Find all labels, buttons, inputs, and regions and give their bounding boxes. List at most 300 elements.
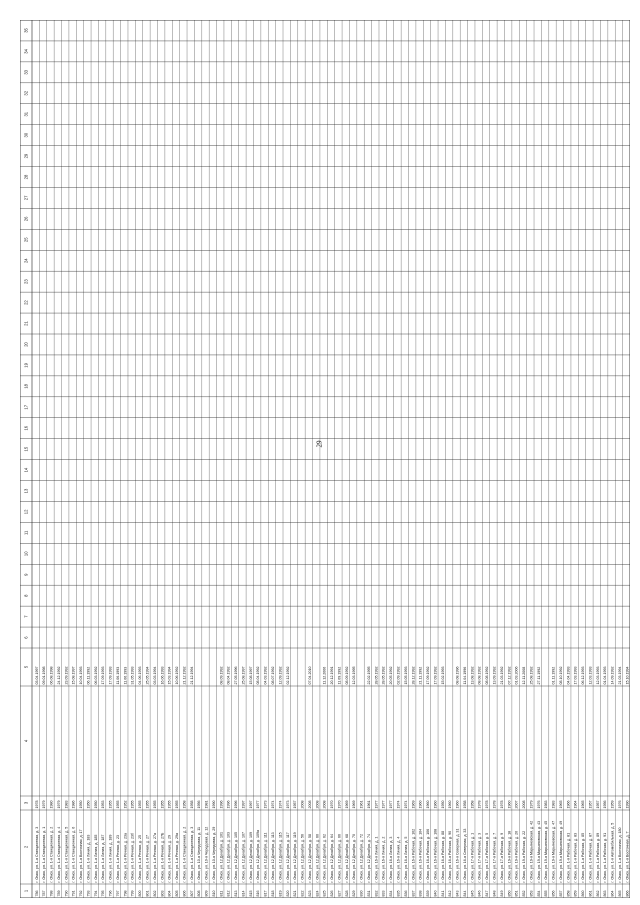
column-header: 3 bbox=[23, 801, 29, 805]
column-header: 22 bbox=[23, 300, 29, 305]
row-address: г. Омск, ул. 1-я Рабочая, д. 87 bbox=[588, 832, 593, 883]
row-address: г. Омск, ул. 1-я Рабочая, д. 81 bbox=[566, 832, 571, 883]
row-date: 04.04.1993 bbox=[566, 666, 571, 685]
row-date: 01.03.2006 bbox=[514, 666, 519, 685]
row-year: 1956 bbox=[197, 800, 202, 809]
row-date: 11.06.1993 bbox=[115, 666, 120, 685]
row-address: г. Омск, ул. 19-я Рабочая, д. 20 bbox=[514, 830, 519, 883]
row-date: 14.09.1992 bbox=[610, 666, 615, 685]
row-address: г. Омск, ул. 1-я Станционная, д. 5 bbox=[64, 826, 69, 883]
row-number: 836 bbox=[403, 890, 408, 897]
row-number: 859 bbox=[573, 890, 578, 897]
row-number: 865 bbox=[617, 890, 622, 897]
row-number: 818 bbox=[271, 890, 276, 897]
rotated-data-table bbox=[20, 20, 630, 898]
row-year: 1977 bbox=[374, 800, 379, 809]
row-number: 856 bbox=[551, 890, 556, 897]
row-number: 812 bbox=[226, 890, 231, 897]
row-date: 03.04.1997 bbox=[34, 666, 39, 685]
table-border bbox=[20, 20, 630, 898]
row-date: 15.03.1994 bbox=[167, 666, 172, 685]
row-number: 799 bbox=[130, 890, 135, 897]
row-number: 829 bbox=[352, 890, 357, 897]
row-number: 795 bbox=[101, 890, 106, 897]
row-address: г. Омск, ул. 12 Декабря, д. 117 bbox=[285, 832, 290, 883]
column-header: 10 bbox=[23, 551, 29, 557]
row-number: 866 bbox=[625, 890, 630, 897]
row-number: 830 bbox=[359, 890, 364, 897]
row-year: 1953 bbox=[101, 800, 106, 809]
row-number: 823 bbox=[307, 890, 312, 897]
row-date: 21.11.1992 bbox=[418, 666, 423, 685]
row-date: 12.11.2008 bbox=[522, 666, 527, 685]
row-address: г. Омск, ул. 16-я Рабочая, д. 88 bbox=[440, 830, 445, 883]
column-header: 24 bbox=[23, 258, 29, 264]
row-address: г. Омск, ул. 19-я Марьяновская, д. 43 bbox=[536, 820, 541, 883]
row-address: г. Омск, ул. 12 Декабря, д. 62 bbox=[322, 834, 327, 883]
column-header: 28 bbox=[23, 174, 29, 180]
row-year: 1977 bbox=[389, 800, 394, 809]
row-year: 1960 bbox=[455, 800, 460, 809]
row-date: 08.08.1996 bbox=[455, 666, 460, 685]
row-year: 1977 bbox=[381, 800, 386, 809]
column-header: 4 bbox=[23, 739, 29, 743]
row-address: г. Омск, ул. 1-я Речная, д. 29а bbox=[175, 833, 180, 883]
row-year: 1960 bbox=[426, 800, 431, 809]
column-header: 2 bbox=[23, 845, 29, 849]
column-header: 31 bbox=[23, 111, 29, 117]
row-date: 08.08.1992 bbox=[485, 666, 490, 685]
column-header: 14 bbox=[23, 467, 29, 473]
column-header: 21 bbox=[23, 321, 29, 326]
row-date: 21.12.1992 bbox=[182, 666, 187, 685]
row-year: 1983 bbox=[64, 800, 69, 809]
row-address: г. Омск, ул. 16-я Линия, д. 3 bbox=[389, 836, 394, 883]
row-number: 798 bbox=[123, 890, 128, 897]
column-header: 17 bbox=[23, 404, 29, 410]
row-year: 1961 bbox=[366, 800, 371, 809]
row-number: 834 bbox=[389, 890, 394, 897]
row-number: 842 bbox=[448, 890, 453, 897]
row-number: 850 bbox=[507, 890, 512, 897]
row-number: 813 bbox=[234, 890, 239, 897]
row-date: 02.12.1992 bbox=[285, 666, 290, 685]
row-year: 1973 bbox=[285, 800, 290, 809]
row-year: 1960 bbox=[433, 800, 438, 809]
row-number: 820 bbox=[285, 890, 290, 897]
row-number: 841 bbox=[440, 890, 445, 897]
row-address: г. Омск, ул. 17-я Рабочая, д. 7 bbox=[492, 832, 497, 883]
row-number: 860 bbox=[581, 890, 586, 897]
row-year: 1950 bbox=[440, 800, 445, 809]
row-address: г. Омск, ул. 1-я Восточная, д. 17 bbox=[79, 829, 84, 883]
column-header: 34 bbox=[23, 49, 29, 54]
row-number: 800 bbox=[138, 890, 143, 897]
row-date: 17.09.1993 bbox=[108, 666, 113, 685]
row-date: 08.04.1992 bbox=[256, 666, 261, 685]
row-number: 816 bbox=[256, 890, 261, 897]
row-number: 828 bbox=[344, 890, 349, 897]
row-number: 822 bbox=[300, 890, 305, 897]
column-header: 32 bbox=[23, 90, 29, 96]
row-address: г. Омск, ул. 1-я Рабочая, д. 89 bbox=[595, 832, 600, 883]
column-header: 25 bbox=[23, 237, 29, 243]
row-number: 839 bbox=[426, 890, 431, 897]
row-number: 797 bbox=[115, 890, 120, 897]
row-number: 849 bbox=[499, 890, 504, 897]
row-year: 1957 bbox=[293, 800, 298, 809]
row-address: г. Омск, ул. 12 Декабря, д. 107 bbox=[241, 832, 246, 883]
row-number: 824 bbox=[315, 890, 320, 897]
row-number: 821 bbox=[293, 890, 298, 897]
row-address: г. Омск, ул. 12 Декабря, д. 66 bbox=[337, 834, 342, 883]
column-header: 29 bbox=[23, 153, 29, 159]
row-year: 1997 bbox=[241, 800, 246, 809]
row-address: г. Омск, ул. 16-я Рабочая, д. 104 bbox=[418, 828, 423, 883]
row-date: 21.03.1994 bbox=[617, 666, 622, 685]
row-number: 792 bbox=[79, 890, 84, 897]
row-year: 1958 bbox=[189, 800, 194, 809]
row-address: г. Омск, ул. 1-я Станционная, д. 2 bbox=[182, 826, 187, 883]
row-address: г. Омск, ул. 17-я Рабочая, д. 5 bbox=[485, 832, 490, 883]
row-address: г. Омск, ул. 1-я Линия, д. 189 bbox=[108, 834, 113, 883]
column-header: 23 bbox=[23, 279, 29, 285]
column-header: 7 bbox=[23, 615, 29, 618]
row-number: 843 bbox=[455, 890, 460, 897]
row-year: 2008 bbox=[315, 800, 320, 809]
row-number: 831 bbox=[366, 890, 371, 897]
column-header: 16 bbox=[23, 425, 29, 431]
row-year: 1952 bbox=[123, 800, 128, 809]
row-year: 1974 bbox=[278, 800, 283, 809]
row-year: 1955 bbox=[108, 800, 113, 809]
row-year: 1970 bbox=[337, 800, 342, 809]
row-address: г. Омск, ул. 1-я Речная, д. 27а bbox=[152, 833, 157, 883]
row-number: 838 bbox=[418, 890, 423, 897]
row-address: г. Омск, ул. 19-я Рабочая, д. 22 bbox=[522, 830, 527, 883]
row-address: г. Омск, ул. 12 Декабря, д. 56 bbox=[300, 834, 305, 883]
row-number: 794 bbox=[93, 890, 98, 897]
row-address: г. Омск, ул. 1-я Автомобильная, д. 5 bbox=[610, 822, 615, 883]
row-year: 1955 bbox=[138, 800, 143, 809]
row-year: 1996 bbox=[226, 800, 231, 809]
row-number: 791 bbox=[71, 890, 76, 897]
row-year: 1978 bbox=[477, 800, 482, 809]
row-address: г. Омск, ул. 12 Декабря, д. 58 bbox=[307, 834, 312, 883]
row-address: г. Омск, ул. 12 Декабря, д. 113 bbox=[271, 832, 276, 883]
row-date: 11.09.1992 bbox=[337, 666, 342, 685]
row-date: 02.09.1992 bbox=[396, 666, 401, 685]
row-date: 09.01.1998 bbox=[42, 666, 47, 685]
row-address: г. Омск, ул. 12 Декабря, д. 70 bbox=[352, 834, 357, 883]
row-number: 808 bbox=[197, 890, 202, 897]
row-year: 1974 bbox=[271, 800, 276, 809]
row-year: 1950 bbox=[86, 800, 91, 809]
row-year: 1956 bbox=[603, 800, 608, 809]
page-number: 29 bbox=[315, 440, 324, 448]
row-date: 28.05.1992 bbox=[374, 666, 379, 685]
row-number: 835 bbox=[396, 890, 401, 897]
row-number: 846 bbox=[477, 890, 482, 897]
row-year: 1981 bbox=[204, 800, 209, 809]
row-number: 855 bbox=[544, 890, 549, 897]
row-address: г. Омск, ул. 16-я Линия, д. 5 bbox=[403, 836, 408, 883]
row-date: 31.05.1993 bbox=[130, 666, 135, 685]
row-address: г. Омск, ул. 1-я Речная, д. 23б bbox=[130, 832, 135, 883]
row-date: 08.09.1992 bbox=[219, 666, 224, 685]
row-number: 801 bbox=[145, 890, 150, 897]
column-header: 12 bbox=[23, 509, 29, 515]
row-number: 845 bbox=[470, 890, 475, 897]
row-address: г. Омск, ул. 1-я Рабочая, д. 91 bbox=[603, 832, 608, 883]
row-year: 1986 bbox=[71, 800, 76, 809]
row-date: 07.12.1992 bbox=[507, 666, 512, 685]
row-year: 1955 bbox=[130, 800, 135, 809]
row-year: 2008 bbox=[522, 800, 527, 809]
row-year: 1974 bbox=[403, 800, 408, 809]
row-date: 28.05.1992 bbox=[381, 666, 386, 685]
row-date: 11.04.1996 bbox=[462, 666, 467, 685]
row-date: 15.08.1997 bbox=[248, 666, 253, 685]
row-number: 826 bbox=[330, 890, 335, 897]
row-address: г. Омск, ул. 12 Декабря, д. 72 bbox=[359, 834, 364, 883]
row-year: 1990 bbox=[625, 800, 630, 809]
row-number: 840 bbox=[433, 890, 438, 897]
row-address: г. Омск, ул. 1-я Рабочая, д. 83 bbox=[573, 832, 578, 883]
row-year: 1997 bbox=[248, 800, 253, 809]
row-year: 1955 bbox=[152, 800, 157, 809]
row-number: 844 bbox=[462, 890, 467, 897]
row-date: 10.06.1992 bbox=[175, 666, 180, 685]
row-year: 1969 bbox=[352, 800, 357, 809]
row-date: 17.03.1993 bbox=[573, 666, 578, 685]
row-address: г. Омск, ул. 16-я Рабочая, д. 90 bbox=[448, 830, 453, 883]
row-year: 1976 bbox=[617, 800, 622, 809]
row-year: 1979 bbox=[529, 800, 534, 809]
row-date: 06.03.1992 bbox=[93, 666, 98, 685]
row-number: 863 bbox=[603, 890, 608, 897]
column-header: 33 bbox=[23, 69, 29, 75]
row-date: 08.08.1992 bbox=[477, 666, 482, 685]
row-date: 13.09.1992 bbox=[492, 666, 497, 685]
row-address: г. Омск, ул. 10-я Чередовая, д. 12 bbox=[204, 826, 209, 883]
row-year: 1955 bbox=[167, 800, 172, 809]
row-year: 2008 bbox=[300, 800, 305, 809]
row-year: 1996 bbox=[234, 800, 239, 809]
row-date: 12.09.1992 bbox=[278, 666, 283, 685]
row-address: г. Омск, ул. 19-я Марьяновская, д. 42 bbox=[529, 820, 534, 883]
row-number: 827 bbox=[337, 890, 342, 897]
row-date: 25.05.1994 bbox=[145, 666, 150, 685]
row-date: 25.08.1992 bbox=[529, 666, 534, 685]
row-address: г. Омск, ул. 12 Декабря, д. 109а bbox=[256, 830, 261, 883]
row-address: г. Омск, ул. 1-я Речная, д. 23а bbox=[123, 833, 128, 883]
row-date: 21.03.1992 bbox=[499, 666, 504, 685]
row-year: 2008 bbox=[322, 800, 327, 809]
row-address: г. Омск, ул. 1-я Линия, д. 183 bbox=[86, 834, 91, 883]
row-year: 1978 bbox=[492, 800, 497, 809]
row-number: 833 bbox=[381, 890, 386, 897]
row-number: 851 bbox=[514, 890, 519, 897]
row-number: 805 bbox=[175, 890, 180, 897]
row-year: 1969 bbox=[344, 800, 349, 809]
row-year: 1958 bbox=[470, 800, 475, 809]
row-number: 853 bbox=[529, 890, 534, 897]
row-address: г. Омск, ул. 12 Декабря, д. 115 bbox=[278, 832, 283, 883]
row-year: 1955 bbox=[145, 800, 150, 809]
row-address: г. Омск, ул. 1-я Восточная, д. 7 bbox=[625, 831, 630, 883]
row-date: 01.04.1993 bbox=[603, 666, 608, 685]
row-year: 1978 bbox=[499, 800, 504, 809]
row-address: г. Омск, ул. 1-я Речная, д. 23 bbox=[115, 835, 120, 883]
column-header: 5 bbox=[23, 665, 29, 669]
row-number: 793 bbox=[86, 890, 91, 897]
row-date: 24.12.1992 bbox=[56, 666, 61, 685]
row-address: г. Омск, ул. 1-я Станционная, д. 6 bbox=[71, 826, 76, 883]
row-address: г. Омск, ул. 16-я Линия, д. 1 bbox=[374, 836, 379, 883]
row-year: 1979 bbox=[42, 800, 47, 809]
row-date: 06.12.1993 bbox=[581, 666, 586, 685]
row-number: 809 bbox=[204, 890, 209, 897]
row-number: 807 bbox=[189, 890, 194, 897]
row-address: г. Омск, ул. 1-я Станционная, д. 3 bbox=[34, 826, 39, 883]
row-year: 1959 bbox=[610, 800, 615, 809]
row-address: г. Омск, ул. 19-я Марьяновская, д. 45 bbox=[544, 820, 549, 883]
row-address: г. Омск, ул. 19-я Марьяновская, д. 49 bbox=[558, 820, 563, 883]
row-address: г. Омск, ул. 12 Декабря, д. 119 bbox=[293, 832, 298, 883]
row-number: 837 bbox=[411, 890, 416, 897]
row-date: 15.02.1993 bbox=[440, 666, 445, 685]
row-year: 1960 bbox=[507, 800, 512, 809]
row-address: г. Омск, ул. 1-я Линия, д. 185 bbox=[93, 834, 98, 883]
row-date: 22.02.1995 bbox=[366, 666, 371, 685]
column-header: 6 bbox=[23, 636, 29, 639]
row-date: 16.06.1993 bbox=[160, 666, 165, 685]
row-number: 804 bbox=[167, 890, 172, 897]
row-number: 862 bbox=[595, 890, 600, 897]
row-date: 08.07.1992 bbox=[271, 666, 276, 685]
column-header: 11 bbox=[23, 530, 29, 536]
row-number: 806 bbox=[182, 890, 187, 897]
row-date: 04.03.1992 bbox=[263, 666, 268, 685]
row-number: 802 bbox=[152, 890, 157, 897]
row-number: 815 bbox=[248, 890, 253, 897]
row-year: 1961 bbox=[359, 800, 364, 809]
row-year: 1958 bbox=[462, 800, 467, 809]
row-address: г. Омск, ул. 1-я Восточная, д. 180 bbox=[617, 827, 622, 883]
column-header: 13 bbox=[23, 488, 29, 494]
row-address: г. Омск, ул. 17-я Рабочая, д. 3 bbox=[477, 832, 482, 883]
row-year: 1950 bbox=[79, 800, 84, 809]
row-address: г. Омск, ул. 1-я Речная, д. 27 bbox=[145, 835, 150, 883]
row-address: г. Омск, ул. 1-я Станционная, д. 1 bbox=[42, 826, 47, 883]
row-address: г. Омск, ул. 17-я Рабочая, д. 1 bbox=[470, 832, 475, 883]
row-year: 1950 bbox=[93, 800, 98, 809]
row-date: 06.08.1998 bbox=[49, 666, 54, 685]
row-year: 1974 bbox=[396, 800, 401, 809]
row-number: 803 bbox=[160, 890, 165, 897]
row-date: 17.09.1993 bbox=[101, 666, 106, 685]
row-year: 1960 bbox=[418, 800, 423, 809]
row-date: 27.05.1996 bbox=[234, 666, 239, 685]
row-number: 788 bbox=[49, 890, 54, 897]
row-date: 17.09.1992 bbox=[426, 666, 431, 685]
row-date: 11.12.2006 bbox=[322, 666, 327, 685]
row-number: 861 bbox=[588, 890, 593, 897]
row-date: 04.06.1993 bbox=[138, 666, 143, 685]
row-address: г. Омск, ул. 1-я Речная, д. 27Б bbox=[160, 832, 165, 883]
column-header: 18 bbox=[23, 383, 29, 389]
row-address: г. Омск, ул. 16-я Рабочая, д. 108 bbox=[433, 828, 438, 883]
row-address: г. Омск, ул. 16-я Линия, д. 4 bbox=[396, 836, 401, 883]
column-header: 15 bbox=[23, 446, 29, 452]
row-year: 1958 bbox=[182, 800, 187, 809]
row-address: г. Омск, ул. 1-я Рабочая, д. 85 bbox=[581, 832, 586, 883]
row-date: 27.11.1992 bbox=[536, 666, 541, 685]
row-address: г. Омск, ул. 12 Декабря, д. 111 bbox=[263, 832, 268, 883]
row-year: 2007 bbox=[514, 800, 519, 809]
row-address: г. Омск, ул. 16-я Линия, д. 2 bbox=[381, 836, 386, 883]
row-address: г. Омск, ул. 12 Декабря, д. 101 bbox=[219, 832, 224, 883]
row-address: г. Омск, ул. 12 Декабря, д. 68 bbox=[344, 834, 349, 883]
row-number: 854 bbox=[536, 890, 541, 897]
column-header: 27 bbox=[23, 195, 29, 201]
row-date: 17.09.1992 bbox=[433, 666, 438, 685]
row-date: 20.12.1991 bbox=[330, 666, 335, 685]
row-date: 21.12.1994 bbox=[189, 666, 194, 685]
row-year: 1955 bbox=[115, 800, 120, 809]
column-header: 19 bbox=[23, 363, 29, 368]
row-address: г. Омск, ул. 16-я Рабочая, д. 106 bbox=[426, 828, 431, 883]
row-year: 1983 bbox=[544, 800, 549, 809]
row-number: 858 bbox=[566, 890, 571, 897]
row-number: 790 bbox=[64, 890, 69, 897]
row-address: г. Омск, ул. 12 Декабря, д. 64 bbox=[330, 834, 335, 883]
row-year: 1978 bbox=[34, 800, 39, 809]
column-header: 8 bbox=[23, 594, 29, 597]
row-year: 1983 bbox=[551, 800, 556, 809]
row-date: 28.12.1992 bbox=[411, 666, 416, 685]
row-year: 1979 bbox=[56, 800, 61, 809]
row-number: 847 bbox=[485, 890, 490, 897]
row-number: 817 bbox=[263, 890, 268, 897]
row-address: г. Омск, ул. 1-я Речная, д. 25 bbox=[138, 835, 143, 883]
row-number: 819 bbox=[278, 890, 283, 897]
column-header: 26 bbox=[23, 216, 29, 222]
column-header: 1 bbox=[23, 889, 29, 893]
row-year: 1966 bbox=[566, 800, 571, 809]
row-date: 23.09.1992 bbox=[64, 666, 69, 685]
row-year: 1990 bbox=[211, 800, 216, 809]
row-address: г. Омск, ул. 1-я Станционная, д. 2 bbox=[49, 826, 54, 883]
row-address: г. Омск, ул. 12 Декабря, д. 109 bbox=[248, 832, 253, 883]
row-address: г. Омск, ул. 1-я Станционная, д. 3 bbox=[189, 826, 194, 883]
row-address: г. Омск, ул. 12 Декабря, д. 74 bbox=[366, 834, 371, 883]
row-year: 1977 bbox=[256, 800, 261, 809]
row-year: 1976 bbox=[536, 800, 541, 809]
row-year: 1996 bbox=[219, 800, 224, 809]
row-address: г. Омск, ул. 19-я Марьяновская, д. 47 bbox=[551, 820, 556, 883]
row-number: 852 bbox=[522, 890, 527, 897]
row-year: 1970 bbox=[330, 800, 335, 809]
row-date: 20.05.1992 bbox=[389, 666, 394, 685]
row-date: 12.03.1995 bbox=[352, 666, 357, 685]
row-address: г. Омск, ул. 12 Декабря, д. 103 bbox=[226, 832, 231, 883]
row-date: 15.05.1993 bbox=[403, 666, 408, 685]
row-address: г. Омск, ул. 1-я Линия, д. 187 bbox=[101, 834, 106, 883]
row-number: 814 bbox=[241, 890, 246, 897]
row-address: г. Омск, ул. 17-я Рабочая, д. 9 bbox=[499, 832, 504, 883]
